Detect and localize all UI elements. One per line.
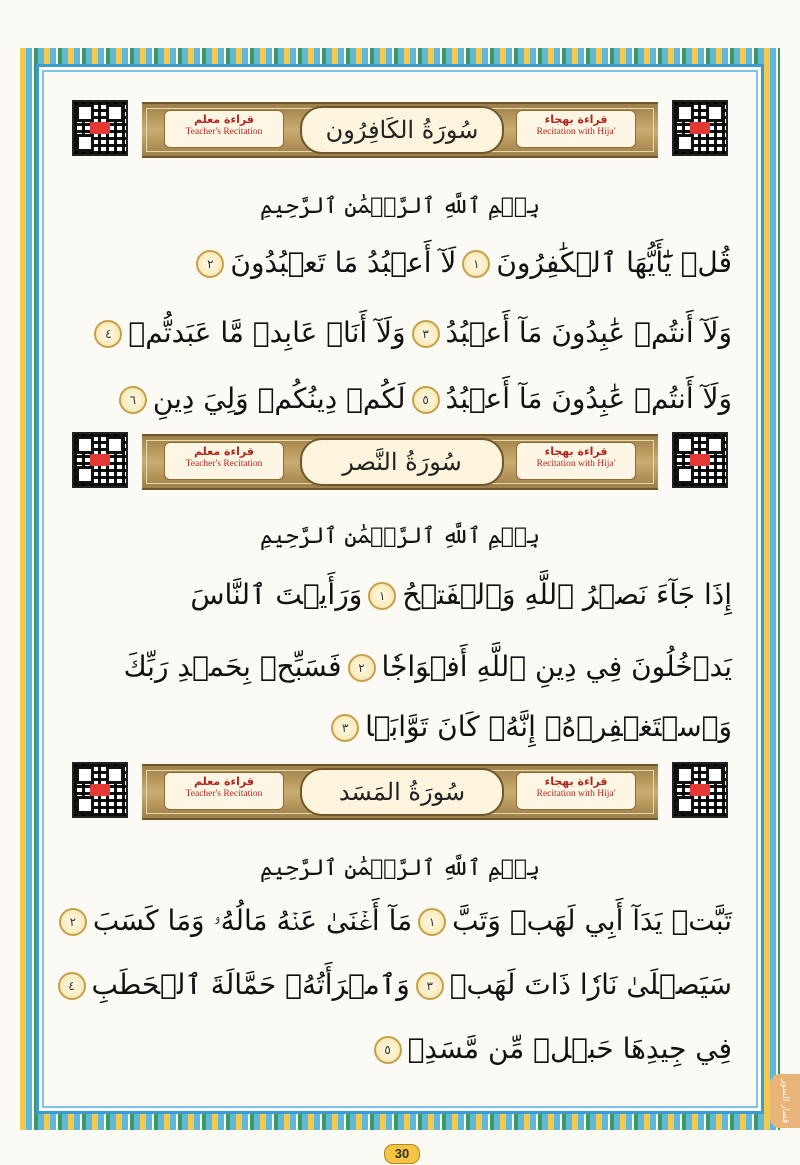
ayah-marker: ٥ xyxy=(374,1036,402,1064)
verse-line: يَدۡخُلُونَ فِي دِينِ ٱللَّهِ أَفۡوَاجٗا٢فَسَبِّحۡ بِحَمۡدِ رَبِّكَ xyxy=(123,650,732,683)
hija-recitation-button[interactable]: قراءة بهجاء Recitation with Hija' xyxy=(516,772,636,810)
qr-code-teacher[interactable] xyxy=(72,762,128,818)
verse-line: قُلۡ يَٰٓأَيُّهَا ٱلۡكَٰفِرُونَ١لَآ أَعۡبُدُ مَا تَعۡبُدُونَ٢ xyxy=(68,246,732,279)
surah-header-kafirun xyxy=(68,96,732,160)
ayah-marker: ٢ xyxy=(196,250,224,278)
qr-code-hija[interactable] xyxy=(672,432,728,488)
ayah-marker: ٣ xyxy=(412,320,440,348)
ayah-marker: ٥ xyxy=(412,386,440,414)
hija-recitation-button[interactable]: قراءة بهجاء Recitation with Hija' xyxy=(516,442,636,480)
basmala: بِسۡمِ ٱللَّهِ ٱلرَّحۡمَٰنِ ٱلرَّحِيمِ xyxy=(259,194,541,219)
ayah-marker: ١ xyxy=(418,908,446,936)
verse-line: وَلَآ أَنتُمۡ عَٰبِدُونَ مَآ أَعۡبُدُ٣وَلَآ أَنَا۠ عَابِدٞ مَّا عَبَدتُّمۡ٤ xyxy=(68,316,732,349)
teacher-recitation-button[interactable]: قراءة معلم Teacher's Recitation xyxy=(164,772,284,810)
qr-code-hija[interactable] xyxy=(672,762,728,818)
ayah-marker: ٣ xyxy=(331,714,359,742)
ayah-marker: ٢ xyxy=(59,908,87,936)
surah-title: سُورَةُ النَّصر xyxy=(342,448,462,476)
ayah-marker: ١ xyxy=(368,582,396,610)
qr-code-teacher[interactable] xyxy=(72,432,128,488)
verse-line: وَٱسۡتَغۡفِرۡهُۚ إِنَّهُۥ كَانَ تَوَّابَۢا٣ xyxy=(68,710,732,743)
mushaf-page xyxy=(68,96,732,1102)
surah-title-box xyxy=(300,438,504,486)
section-side-tab[interactable]: قصار السور xyxy=(770,1074,800,1128)
qr-code-teacher[interactable] xyxy=(72,100,128,156)
hija-recitation-button[interactable]: قراءة بهجاء Recitation with Hija' xyxy=(516,110,636,148)
ayah-marker: ٤ xyxy=(58,972,86,1000)
page-number: 30 xyxy=(384,1144,420,1164)
teacher-recitation-button[interactable]: قراءة معلم Teacher's Recitation xyxy=(164,110,284,148)
verse-line: وَلَآ أَنتُمۡ عَٰبِدُونَ مَآ أَعۡبُدُ٥لَكُمۡ دِينُكُمۡ وَلِيَ دِينِ٦ xyxy=(68,382,732,415)
ayah-marker: ٦ xyxy=(119,386,147,414)
ayah-marker: ٢ xyxy=(348,654,376,682)
basmala: بِسۡمِ ٱللَّهِ ٱلرَّحۡمَٰنِ ٱلرَّحِيمِ xyxy=(259,524,541,549)
qr-code-hija[interactable] xyxy=(672,100,728,156)
ayah-marker: ٣ xyxy=(416,972,444,1000)
surah-header-nasr xyxy=(68,428,732,492)
surah-title-box xyxy=(300,106,504,154)
surah-title-box xyxy=(300,768,504,816)
verse-line: إِذَا جَآءَ نَصۡرُ ٱللَّهِ وَٱلۡفَتۡحُ١وَرَأَيۡتَ ٱلنَّاسَ xyxy=(190,578,732,611)
teacher-recitation-button[interactable]: قراءة معلم Teacher's Recitation xyxy=(164,442,284,480)
basmala: بِسۡمِ ٱللَّهِ ٱلرَّحۡمَٰنِ ٱلرَّحِيمِ xyxy=(259,856,541,881)
verse-line: سَيَصۡلَىٰ نَارٗا ذَاتَ لَهَبٖ٣وَٱمۡرَأَتُهُۥ حَمَّالَةَ ٱلۡحَطَبِ٤ xyxy=(68,968,732,1001)
surah-header-masad xyxy=(68,758,732,822)
verse-line: فِي جِيدِهَا حَبۡلٞ مِّن مَّسَدِۭ٥ xyxy=(68,1032,732,1065)
ayah-marker: ١ xyxy=(462,250,490,278)
surah-title: سُورَةُ الكَافِرُون xyxy=(325,116,479,144)
ayah-marker: ٤ xyxy=(94,320,122,348)
surah-title: سُورَةُ المَسَد xyxy=(338,778,466,806)
verse-line: تَبَّتۡ يَدَآ أَبِي لَهَبٖ وَتَبَّ١مَآ أَغۡنَىٰ عَنۡهُ مَالُهُۥ وَمَا كَسَبَ٢ xyxy=(68,904,732,938)
